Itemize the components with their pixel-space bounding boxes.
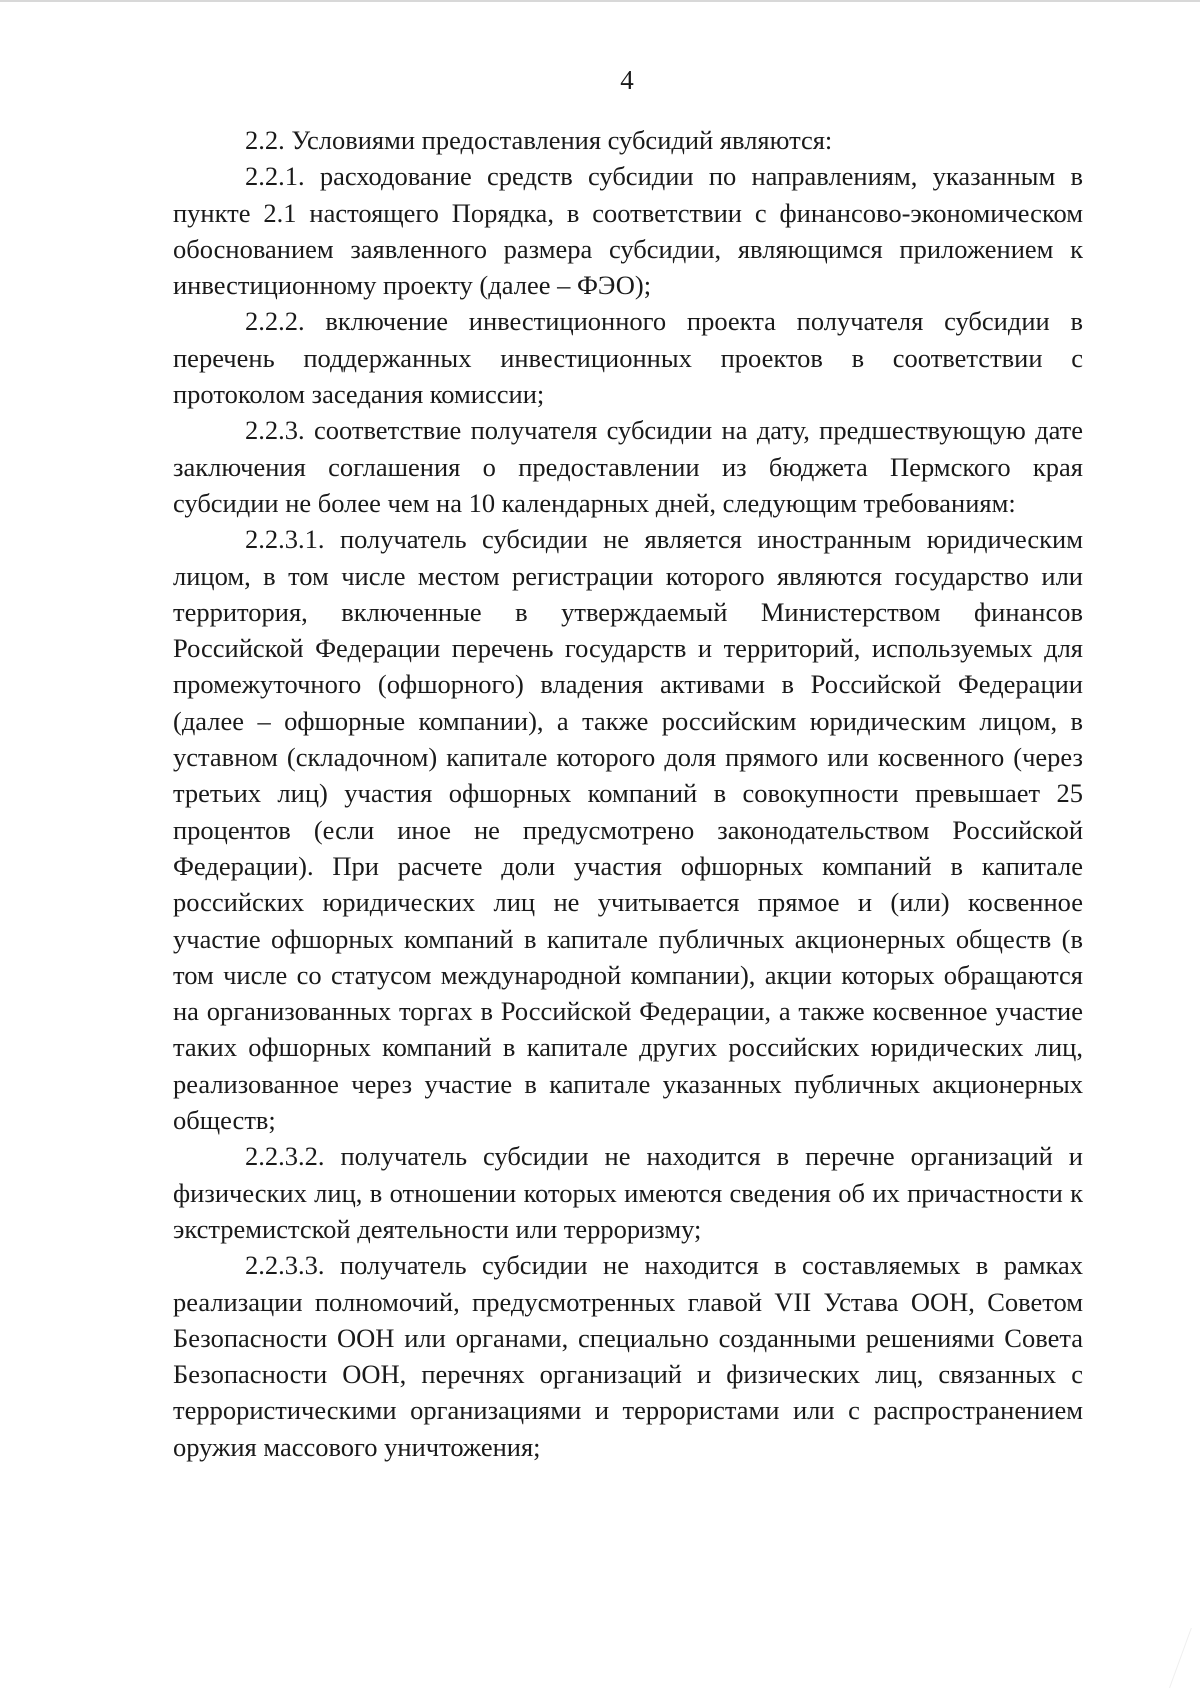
scan-corner-mark: [1169, 1628, 1200, 1688]
page-number: 4: [620, 65, 634, 95]
scan-edge: [0, 0, 1200, 2]
paragraph-2-2-2: 2.2.2. включение инвестиционного проекта получателя субсидии в перечень поддержанных инвестиционных проектов в соответствии с протоколом заседания комиссии;: [173, 306, 1083, 410]
document-body: [173, 122, 1083, 1465]
paragraph-2-2-1: 2.2.1. расходование средств субсидии по направлениям, указанным в пункте 2.1 настоящего Порядка, в соответствии с финансово-экономическом обоснованием заявленного размера субсидии, являющимся приложением к инвестиционному проекту (далее – ФЭО);: [173, 161, 1083, 301]
paragraph-2-2-3: 2.2.3. соответствие получателя субсидии на дату, предшествующую дате заключения соглашения о предоставлении из бюджета Пермского края субсидии не более чем на 10 календарных дней, следующим требованиям:: [173, 415, 1083, 518]
paragraph-2-2-3-3: 2.2.3.3. получатель субсидии не находится в составляемых в рамках реализации полномочий, предусмотренных главой VII Устава ООН, Советом Безопасности ООН или органами, специально созданными решениями Совета Безопасности ООН, перечнях организаций и физических лиц, связанных с террористическими организациями и террористами или с распространением оружия массового уничтожения;: [173, 1250, 1083, 1462]
paragraph-2-2: 2.2. Условиями предоставления субсидий являются:: [245, 125, 833, 155]
paragraph-2-2-3-1: 2.2.3.1. получатель субсидии не является иностранным юридическим лицом, в том числе местом регистрации которого являются государство или территория, включенные в утверждаемый Министерством финансов Российской Федерации перечень государств и территорий, используемых для промежуточного (офшорного) владения активами в Российской Федерации (далее – офшорные компании), а также российским юридическим лицом, в уставном (складочном) капитале которого доля прямого или косвенного (через третьих лиц) участия офшорных компаний в совокупности превышает 25 процентов (если иное не предусмотрено законодательством Российской Федерации). При расчете доли участия офшорных компаний в капитале российских юридических лиц не учитывается прямое и (или) косвенное участие офшорных компаний в капитале публичных акционерных обществ (в том числе со статусом международной компании), акции которых обращаются на организованных торгах в Российской Федерации, а также косвенное участие таких офшорных компаний в капитале других российских юридических лиц, реализованное через участие в капитале указанных публичных акционерных обществ;: [173, 524, 1083, 1136]
paragraph-2-2-3-2: 2.2.3.2. получатель субсидии не находится в перечне организаций и физических лиц, в отношении которых имеются сведения об их причастности к экстремистской деятельности или терроризму;: [173, 1141, 1083, 1244]
